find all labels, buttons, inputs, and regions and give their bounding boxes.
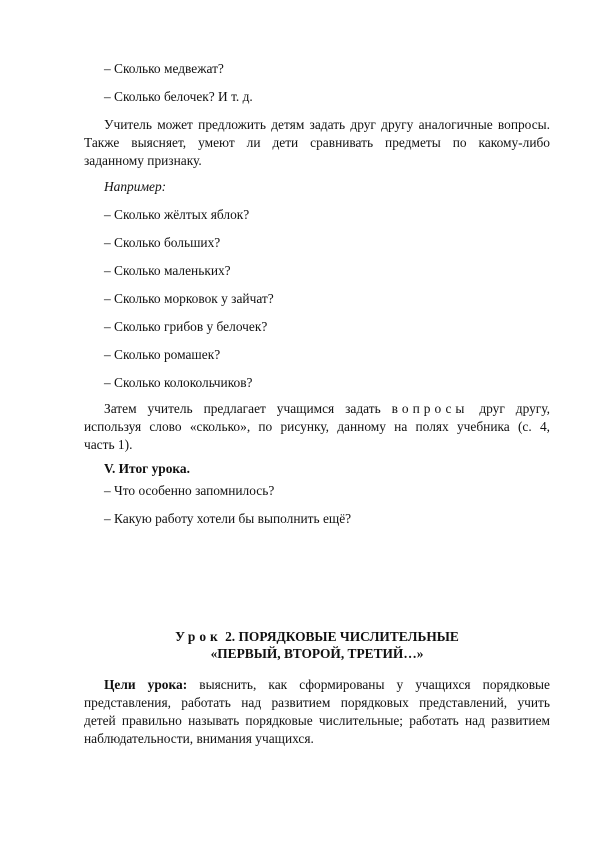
example-label: Например: bbox=[104, 179, 167, 194]
example-line: – Сколько жёлтых яблок? bbox=[104, 207, 250, 222]
paragraph-line: используя слово «сколько», по рисунку, данному на полях учебника (с. 4, bbox=[84, 419, 550, 434]
question-line: – Какую работу хотели бы выполнить ещё? bbox=[104, 511, 352, 526]
goals-label: Цели урока: bbox=[104, 677, 188, 692]
question-line: – Сколько белочек? И т. д. bbox=[104, 89, 253, 104]
example-line: – Сколько больших? bbox=[104, 235, 221, 250]
question-line: – Сколько медвежат? bbox=[104, 61, 224, 76]
goals-line bbox=[104, 676, 550, 693]
example-line: – Сколько ромашек? bbox=[104, 347, 221, 362]
example-line: – Сколько маленьких? bbox=[104, 263, 231, 278]
paragraph-line bbox=[104, 400, 550, 417]
goals-line: представления, работать над развитием порядковых представлений, учить bbox=[84, 695, 550, 710]
lesson-subtitle: «ПЕРВЫЙ, ВТОРОЙ, ТРЕТИЙ…» bbox=[210, 646, 424, 661]
question-line: – Что особенно запомнилось? bbox=[104, 483, 275, 498]
lesson-title bbox=[84, 628, 550, 645]
example-line: – Сколько грибов у белочек? bbox=[104, 319, 268, 334]
spaced-word: вопросы bbox=[391, 401, 469, 416]
paragraph-line: Также выясняет, умеют ли дети сравнивать предметы по какому-либо bbox=[84, 135, 550, 150]
paragraph-text: друг другу, bbox=[479, 401, 550, 416]
paragraph-line: заданному признаку. bbox=[84, 153, 202, 168]
example-line: – Сколько морковок у зайчат? bbox=[104, 291, 274, 306]
example-line: – Сколько колокольчиков? bbox=[104, 375, 253, 390]
goals-line: наблюдательности, внимания учащихся. bbox=[84, 731, 314, 746]
section-heading: V. Итог урока. bbox=[104, 461, 190, 476]
paragraph-line: Учитель может предложить детям задать друг другу аналогичные вопросы. bbox=[104, 117, 550, 132]
paragraph-line: часть 1). bbox=[84, 437, 133, 452]
paragraph-text: Затем учитель предлагает учащимся задать bbox=[104, 401, 381, 416]
goals-text: выяснить, как сформированы у учащихся порядковые bbox=[199, 677, 550, 692]
lesson-word: Урок bbox=[175, 629, 222, 644]
lesson-title-text: 2. ПОРЯДКОВЫЕ ЧИСЛИТЕЛЬНЫЕ bbox=[225, 629, 459, 644]
goals-line: детей правильно называть порядковые числительные; работать над развитием bbox=[84, 713, 550, 728]
